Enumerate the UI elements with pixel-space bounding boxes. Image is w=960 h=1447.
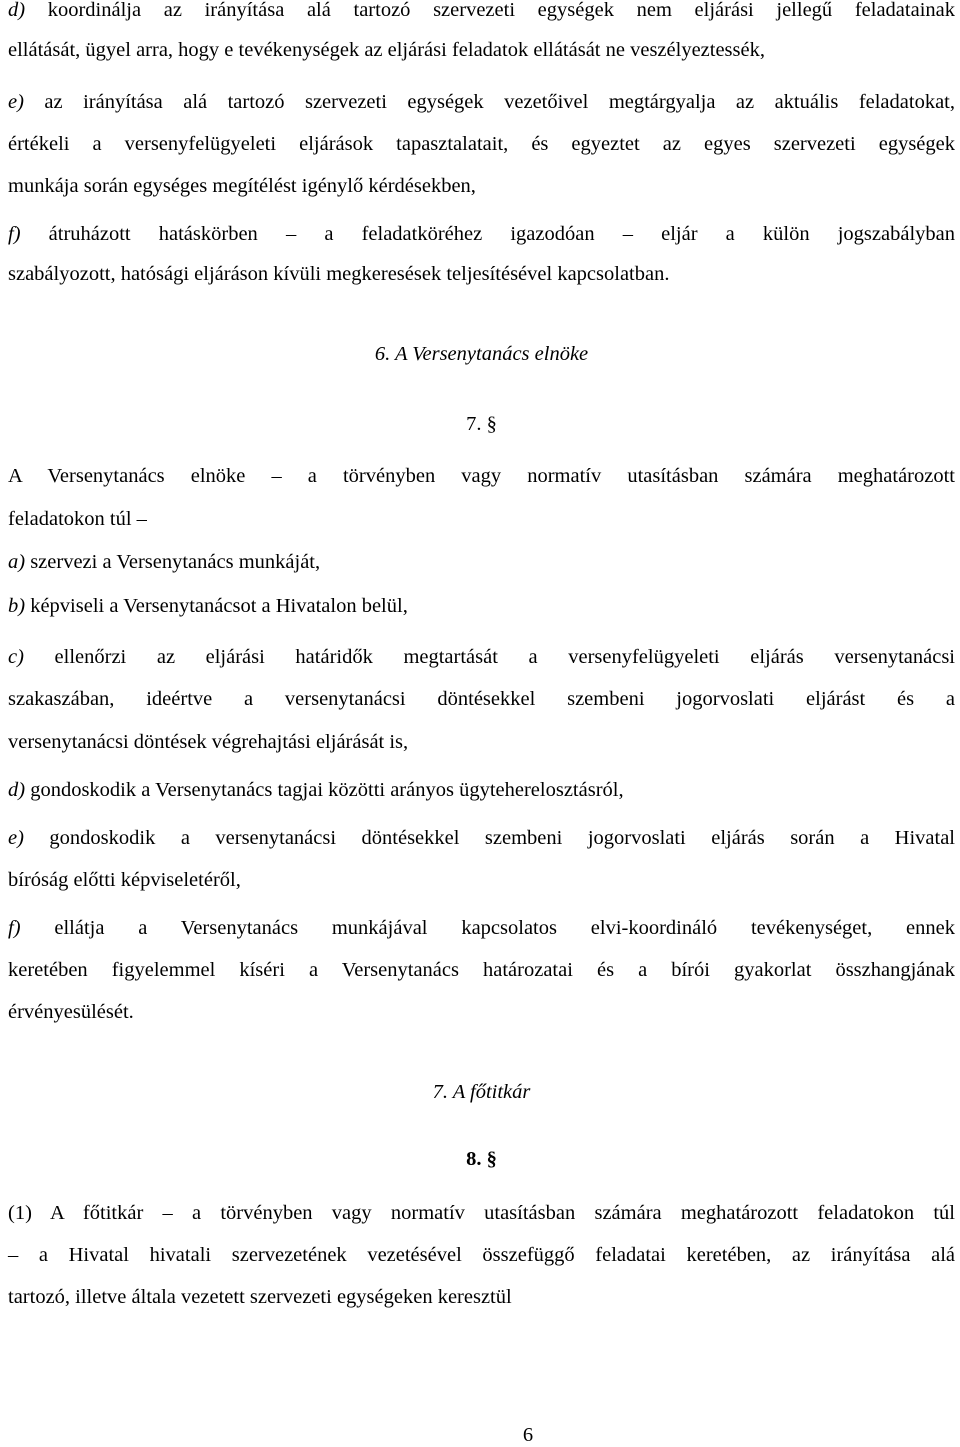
text-line-p8b — [8, 1243, 955, 1267]
text-line-dd — [8, 778, 955, 802]
text-line-f1 — [8, 222, 955, 246]
text-line-ee2 — [8, 868, 955, 892]
item-label: f) — [8, 917, 21, 939]
section-heading-6: 6. A Versenytanács elnöke — [374, 343, 589, 365]
line-text: ellenőrzi az eljárási határidők megtartását a versenyfelügyeleti eljárás versenytanácsi — [23, 646, 955, 668]
text-line-f2 — [8, 262, 955, 286]
line-text: bíróság előtti képviseletéről, — [8, 869, 241, 891]
section-heading-7: 7. A főtitkár — [432, 1081, 531, 1103]
text-line-d2 — [8, 38, 955, 62]
line-text: szervezi a Versenytanács munkáját, — [25, 551, 321, 573]
page-number: 6 — [522, 1424, 534, 1446]
line-text: – a Hivatal hivatali szervezetének vezetésével összefüggő feladatai keretében, az irányítása alá — [8, 1244, 955, 1266]
text-line-ff1 — [8, 916, 955, 940]
text-line-e3 — [8, 174, 955, 198]
line-text: értékeli a versenyfelügyeleti eljárások tapasztalatait, és egyeztet az egyes szervezeti egységek — [8, 133, 955, 155]
line-text: feladatokon túl – — [8, 508, 147, 530]
text-line-a — [8, 550, 955, 574]
text-line-p8c — [8, 1285, 955, 1309]
item-label: d) — [8, 779, 26, 801]
line-text: ellátását, ügyel arra, hogy e tevékenységek az eljárási feladatok ellátását ne veszélyeztessék, — [8, 39, 765, 61]
text-line-e2 — [8, 132, 955, 156]
text-line-p7a — [8, 464, 955, 488]
text-line-ee1 — [8, 826, 955, 850]
line-text: gondoskodik a Versenytanács tagjai közötti arányos ügyteherelosztásról, — [25, 779, 624, 801]
text-line-d1 — [8, 0, 955, 22]
line-text: képviseli a Versenytanácsot a Hivatalon belül, — [25, 595, 408, 617]
item-label: a) — [8, 551, 26, 573]
item-label: f) — [8, 223, 21, 245]
item-label: e) — [8, 827, 24, 849]
line-text: keretében figyelemmel kíséri a Versenytanács határozatai és a bírói gyakorlat összhangjának — [8, 959, 955, 981]
text-line-c3 — [8, 730, 955, 754]
line-text: szakaszában, ideértve a versenytanácsi döntésekkel szembeni jogorvoslati eljárást és a — [8, 688, 955, 710]
item-label: c) — [8, 646, 24, 668]
item-label: d) — [8, 0, 26, 21]
line-text: gondoskodik a versenytanácsi döntésekkel szembeni jogorvoslati eljárás során a Hivatal — [23, 827, 955, 849]
text-line-p7b — [8, 507, 955, 531]
line-text: az irányítása alá tartozó szervezeti egységek vezetőivel megtárgyalja az aktuális feladatokat, — [23, 91, 955, 113]
text-line-e1 — [8, 90, 955, 114]
item-label: e) — [8, 91, 24, 113]
text-line-p8a — [8, 1201, 955, 1225]
paragraph-mark-7: 7. § — [466, 413, 497, 435]
line-text: A Versenytanács elnöke – a törvényben vagy normatív utasításban számára meghatározott — [8, 465, 955, 487]
line-text: koordinálja az irányítása alá tartozó szervezeti egységek nem eljárási jellegű feladatainak — [25, 0, 955, 21]
paragraph-mark-8: 8. § — [466, 1148, 497, 1170]
text-line-c2 — [8, 687, 955, 711]
text-line-ff3 — [8, 1000, 955, 1024]
line-text: ellátja a Versenytanács munkájával kapcsolatos elvi-koordináló tevékenységet, ennek — [20, 917, 955, 939]
line-text: szabályozott, hatósági eljáráson kívüli megkeresések teljesítésével kapcsolatban. — [8, 263, 670, 285]
text-line-c1 — [8, 645, 955, 669]
line-text: érvényesülését. — [8, 1001, 134, 1023]
line-text: (1) A főtitkár – a törvényben vagy normatív utasításban számára meghatározott feladatokon túl — [8, 1202, 955, 1224]
line-text: tartozó, illetve általa vezetett szervezeti egységeken keresztül — [8, 1286, 512, 1308]
item-label: b) — [8, 595, 26, 617]
text-line-ff2 — [8, 958, 955, 982]
line-text: versenytanácsi döntések végrehajtási eljárását is, — [8, 731, 409, 753]
line-text: átruházott hatáskörben – a feladatköréhez igazodóan – eljár a külön jogszabályban — [20, 223, 955, 245]
line-text: munkája során egységes megítélést igénylő kérdésekben, — [8, 175, 476, 197]
text-line-b — [8, 594, 955, 618]
